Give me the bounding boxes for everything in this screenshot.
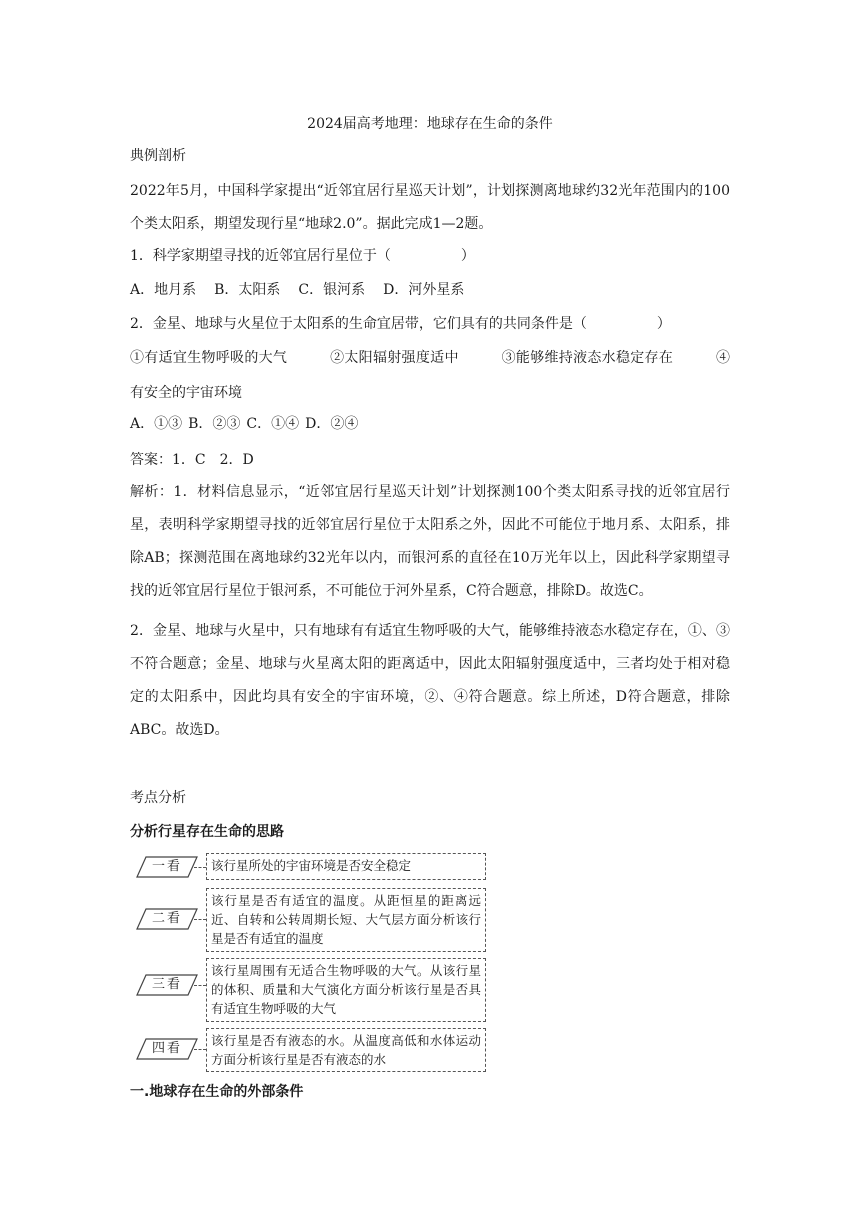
explanation-1: 解析：1．材料信息显示，“近邻宜居行星巡天计划”计划探测100个类太阳系寻找的近邻宜居行星，表明科学家期望寻找的近邻宜居行星位于太阳系之外，因此不可能位于地月系、太阳系，排除AB；探测范围在离地球约32光年以内，而银河系的直径在10万光年以上，因此科学家期望寻找的近邻宜居行星位于银河系，不可能位于河外星系，C符合题意，排除D。故选C。	[130, 484, 730, 599]
connector-1	[194, 867, 206, 868]
q1-option-c: C．银河系	[298, 282, 366, 298]
step-box-4: 该行星是否有液态的水。从温度高低和水体运动方面分析该行星是否有液态的水	[206, 1028, 486, 1072]
section-label-analysis: 考点分析	[130, 790, 186, 806]
step-tag-1-label: 一看	[151, 859, 182, 874]
question-2-items: ①有适宜生物呼吸的大气 ②太阳辐射强度适中 ③能够维持液态水稳定存在 ④有安全的宇宙环境	[130, 350, 730, 401]
q1-option-a: A．地月系	[130, 282, 197, 298]
step-tag-2-label: 二看	[151, 911, 182, 926]
connector-3	[194, 985, 206, 986]
explanation-2: 2．金星、地球与火星中，只有地球有有适宜生物呼吸的大气，能够维持液态水稳定存在，①、③不符合题意；金星、地球与火星离太阳的距离适中，因此太阳辐射强度适中，三者均处于相对稳定的太阳系中，因此均具有安全的宇宙环境，②、④符合题意。综上所述，D符合题意，排除ABC。故选D。	[130, 623, 730, 738]
intro-paragraph: 2022年5月，中国科学家提出“近邻宜居行星巡天计划”，计划探测离地球约32光年范围内的100个类太阳系，期望发现行星“地球2.0”。据此完成1—2题。	[130, 183, 730, 232]
step-box-2: 该行星是否有适宜的温度。从距恒星的距离远近、自转和公转周期长短、大气层方面分析该行星是否有适宜的温度	[206, 888, 486, 952]
step-tag-4-label: 四看	[151, 1041, 182, 1056]
section-heading-external-conditions: 一.地球存在生命的外部条件	[130, 1084, 304, 1100]
step-tag-2	[136, 908, 198, 930]
question-2-stem: 2．金星、地球与火星位于太阳系的生命宜居带，它们具有的共同条件是（ ）	[130, 316, 671, 332]
diagram-heading: 分析行星存在生命的思路	[130, 824, 284, 840]
connector-4	[194, 1049, 206, 1050]
q2-option-a: A．①③	[130, 416, 183, 432]
document-title: 2024届高考地理：地球存在生命的条件	[307, 116, 553, 132]
q2-option-b: B．②③	[188, 416, 241, 432]
step-tag-3	[136, 974, 198, 996]
step-tag-4	[136, 1038, 198, 1060]
q2-option-c: C．①④	[246, 416, 300, 432]
step-tag-3-label: 三看	[151, 977, 182, 992]
question-2-options	[130, 414, 730, 434]
step-box-1: 该行星所处的宇宙环境是否安全稳定	[206, 853, 486, 880]
question-1-stem: 1．科学家期望寻找的近邻宜居行星位于（ ）	[130, 248, 475, 264]
planet-life-analysis-diagram	[136, 850, 496, 1070]
step-tag-1	[136, 856, 198, 878]
q1-option-b: B．太阳系	[214, 282, 281, 298]
step-box-3: 该行星周围有无适合生物呼吸的大气。从该行星的体积、质量和大气演化方面分析该行星是否具有适宜生物呼吸的大气	[206, 958, 486, 1022]
q1-option-d: D．河外星系	[383, 282, 465, 298]
connector-2	[194, 919, 206, 920]
answer-line: 答案：1．C 2．D	[130, 452, 254, 468]
section-label-example: 典例剖析	[130, 148, 186, 164]
question-1-options	[130, 280, 730, 300]
q2-option-d: D．②④	[305, 416, 359, 432]
